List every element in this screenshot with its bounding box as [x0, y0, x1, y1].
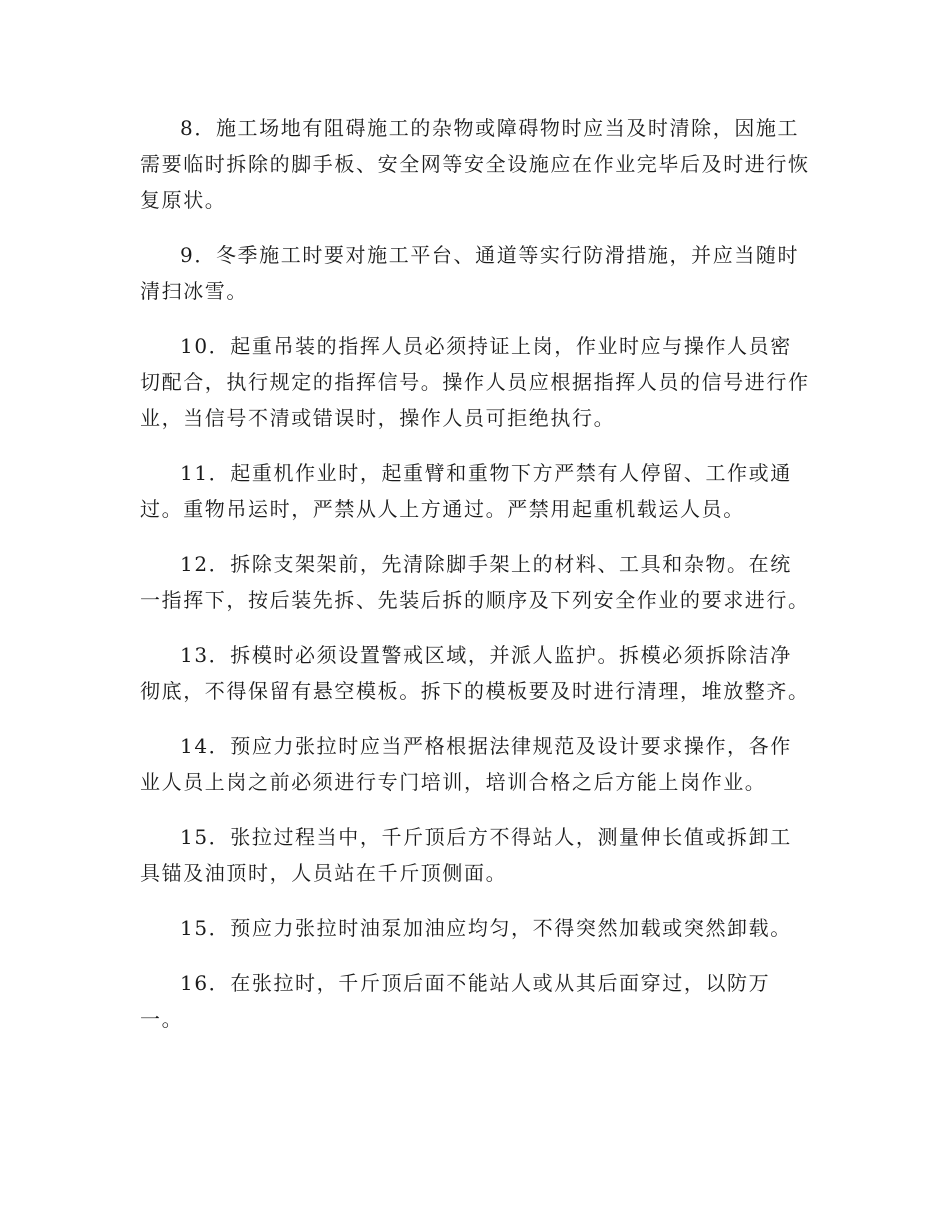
paragraph-number: 9． — [180, 243, 216, 267]
paragraph-14 — [140, 728, 810, 800]
paragraph-number: 10． — [180, 334, 231, 358]
paragraph-text: 预应力张拉时油泵加油应均匀，不得突然加载或突然卸载。 — [230, 916, 792, 940]
paragraph-number: 15． — [180, 825, 231, 849]
paragraph-text: 起重机作业时，起重臂和重物下方严禁有人停留、工作或通过。重物吊运时，严禁从人上方通过。严禁用起重机载运人员。 — [140, 461, 792, 521]
paragraph-text: 拆模时必须设置警戒区域，并派人监护。拆模必须拆除洁净彻底，不得保留有悬空模板。拆下的模板要及时进行清理，堆放整齐。 — [140, 643, 810, 703]
document-body — [140, 110, 810, 1056]
paragraph-9 — [140, 237, 810, 309]
paragraph-number: 11． — [180, 461, 231, 485]
paragraph-number: 16． — [180, 971, 231, 995]
paragraph-16 — [140, 965, 810, 1037]
paragraph-10 — [140, 328, 810, 436]
paragraph-text: 施工场地有阻碍施工的杂物或障碍物时应当及时清除，因施工需要临时拆除的脚手板、安全网等安全设施应在作业完毕后及时进行恢复原状。 — [140, 116, 810, 212]
paragraph-number: 15． — [180, 916, 231, 940]
paragraph-number: 12． — [180, 552, 231, 576]
paragraph-13 — [140, 637, 810, 709]
paragraph-number: 13． — [180, 643, 231, 667]
paragraph-number: 8． — [180, 116, 216, 140]
paragraph-text: 冬季施工时要对施工平台、通道等实行防滑措施，并应当随时清扫冰雪。 — [140, 243, 800, 303]
paragraph-8 — [140, 110, 810, 218]
paragraph-text: 起重吊装的指挥人员必须持证上岗，作业时应与操作人员密切配合，执行规定的指挥信号。操作人员应根据指挥人员的信号进行作业，当信号不清或错误时，操作人员可拒绝执行。 — [140, 334, 810, 430]
paragraph-text: 在张拉时，千斤顶后面不能站人或从其后面穿过，以防万一。 — [140, 971, 771, 1031]
paragraph-text: 张拉过程当中，千斤顶后方不得站人，测量伸长值或拆卸工具锚及油顶时，人员站在千斤顶侧面。 — [140, 825, 792, 885]
paragraph-11 — [140, 455, 810, 527]
paragraph-15b — [140, 910, 810, 946]
paragraph-15a — [140, 819, 810, 891]
paragraph-12 — [140, 546, 810, 618]
paragraph-text: 预应力张拉时应当严格根据法律规范及设计要求操作，各作业人员上岗之前必须进行专门培训，培训合格之后方能上岗作业。 — [140, 734, 792, 794]
paragraph-text: 拆除支架架前，先清除脚手架上的材料、工具和杂物。在统一指挥下，按后装先拆、先装后拆的顺序及下列安全作业的要求进行。 — [140, 552, 810, 612]
paragraph-number: 14． — [180, 734, 231, 758]
